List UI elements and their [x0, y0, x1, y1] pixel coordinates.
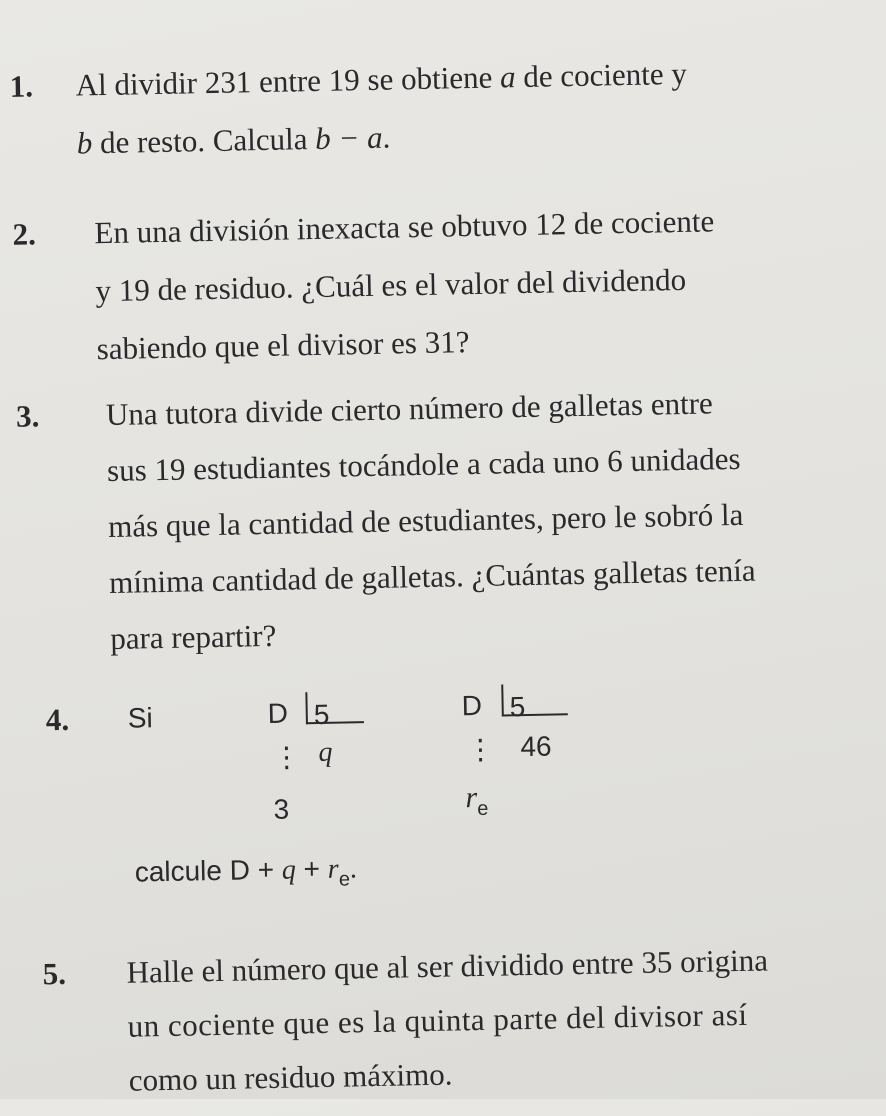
problem-line: En una división inexacta se obtuvo 12 de cociente: [94, 203, 715, 251]
problem-line: para repartir?: [109, 617, 277, 656]
expression-b-minus-a: b − a: [314, 119, 383, 156]
problem-1: [9, 41, 871, 177]
problem-line: como un residuo máximo.: [128, 1056, 453, 1098]
remainder: $r_e$: [465, 780, 489, 820]
variable-b: b: [76, 125, 93, 161]
vertical-dots: ⋮: [272, 741, 301, 773]
problem-line: sabiendo que el divisor es 31?: [96, 324, 470, 367]
problem-number: 1.: [9, 68, 34, 104]
problem-line: sus 19 estudiantes tocándole a cada uno 6 unidades: [106, 440, 741, 489]
problem-4: [21, 673, 885, 899]
dividend: D: [267, 697, 289, 729]
problem-line: más que la cantidad de estudiantes, pero le sobró la: [107, 496, 744, 545]
quotient: q: [318, 736, 333, 769]
problem-number: 2.: [12, 216, 37, 252]
problem-number: 3.: [15, 398, 40, 434]
dividend: D: [461, 689, 483, 722]
problem-2: [12, 189, 875, 381]
problem-line: mínima cantidad de galletas. ¿Cuántas galletas tenía: [108, 552, 756, 601]
divisor: 5: [509, 691, 526, 723]
problem-number: 4.: [45, 701, 70, 738]
division-diagram-1: [267, 683, 380, 825]
problem-line: y 19 de residuo. ¿Cuál es el valor del dividendo: [95, 261, 687, 309]
problem-line: un cociente que es la quinta parte del divisor así: [127, 996, 748, 1044]
vertical-dots: ⋮: [466, 733, 495, 766]
problem-line: b de resto. Calcula b − a.: [76, 119, 391, 161]
variable-a: a: [499, 59, 516, 95]
problem-line: Una tutora divide cierto número de galletas entre: [105, 385, 714, 433]
problem-5: [42, 929, 886, 1115]
calculate-expression: calcule $D + q + r_e$.: [134, 852, 358, 891]
problem-line: Al dividir 231 entre 19 se obtiene a de cociente y: [75, 55, 688, 103]
problem-3: [15, 371, 881, 687]
remainder: 3: [273, 793, 290, 825]
divisor: 5: [313, 698, 330, 731]
problem-number: 5.: [42, 955, 67, 992]
problem-line: Halle el número que al ser dividido entre 35 origina: [126, 942, 769, 990]
quotient: 46: [520, 730, 552, 763]
problem-intro: Si: [127, 702, 154, 734]
division-diagram-2: [461, 675, 584, 820]
